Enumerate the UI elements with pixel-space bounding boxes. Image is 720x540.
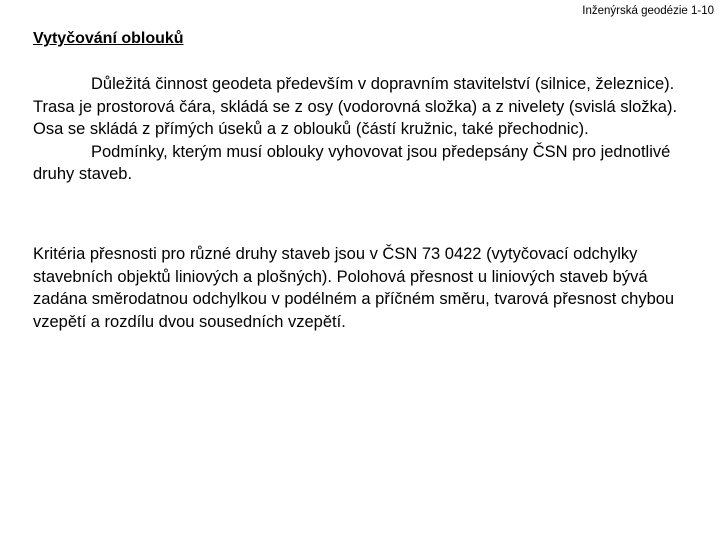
page-header-title: Inženýrská geodézie 1-10: [582, 5, 714, 17]
section-heading: Vytyčování oblouků: [33, 30, 184, 47]
paragraph-conditions: Podmínky, kterým musí oblouky vyhovovat jsou předepsány ČSN pro jednotlivé druhy staveb.: [33, 142, 671, 183]
intro-text-block: [33, 73, 703, 186]
paragraph-accuracy-criteria: Kritéria přesnosti pro různé druhy staveb jsou v ČSN 73 0422 (vytyčovací odchylky stavebních objektů liniových a plošných). Polohová přesnost u liniových staveb bývá zadána směrodatnou odchylkou v podélném a příčném směru, tvarová přesnost chybou vzepětí a rozdílu dvou sousedních vzepětí.: [33, 245, 675, 331]
paragraph-intro: Důležitá činnost geodeta především v dopravním stavitelství (silnice, železnice). Trasa je prostorová čára, skládá se z osy (vodorovná složka) a z nivelety (svislá složka). Osa se skládá z přímých úseků a z oblouků (částí kružnic, také přechodnic).: [33, 75, 678, 138]
accuracy-text-block: [33, 243, 703, 333]
